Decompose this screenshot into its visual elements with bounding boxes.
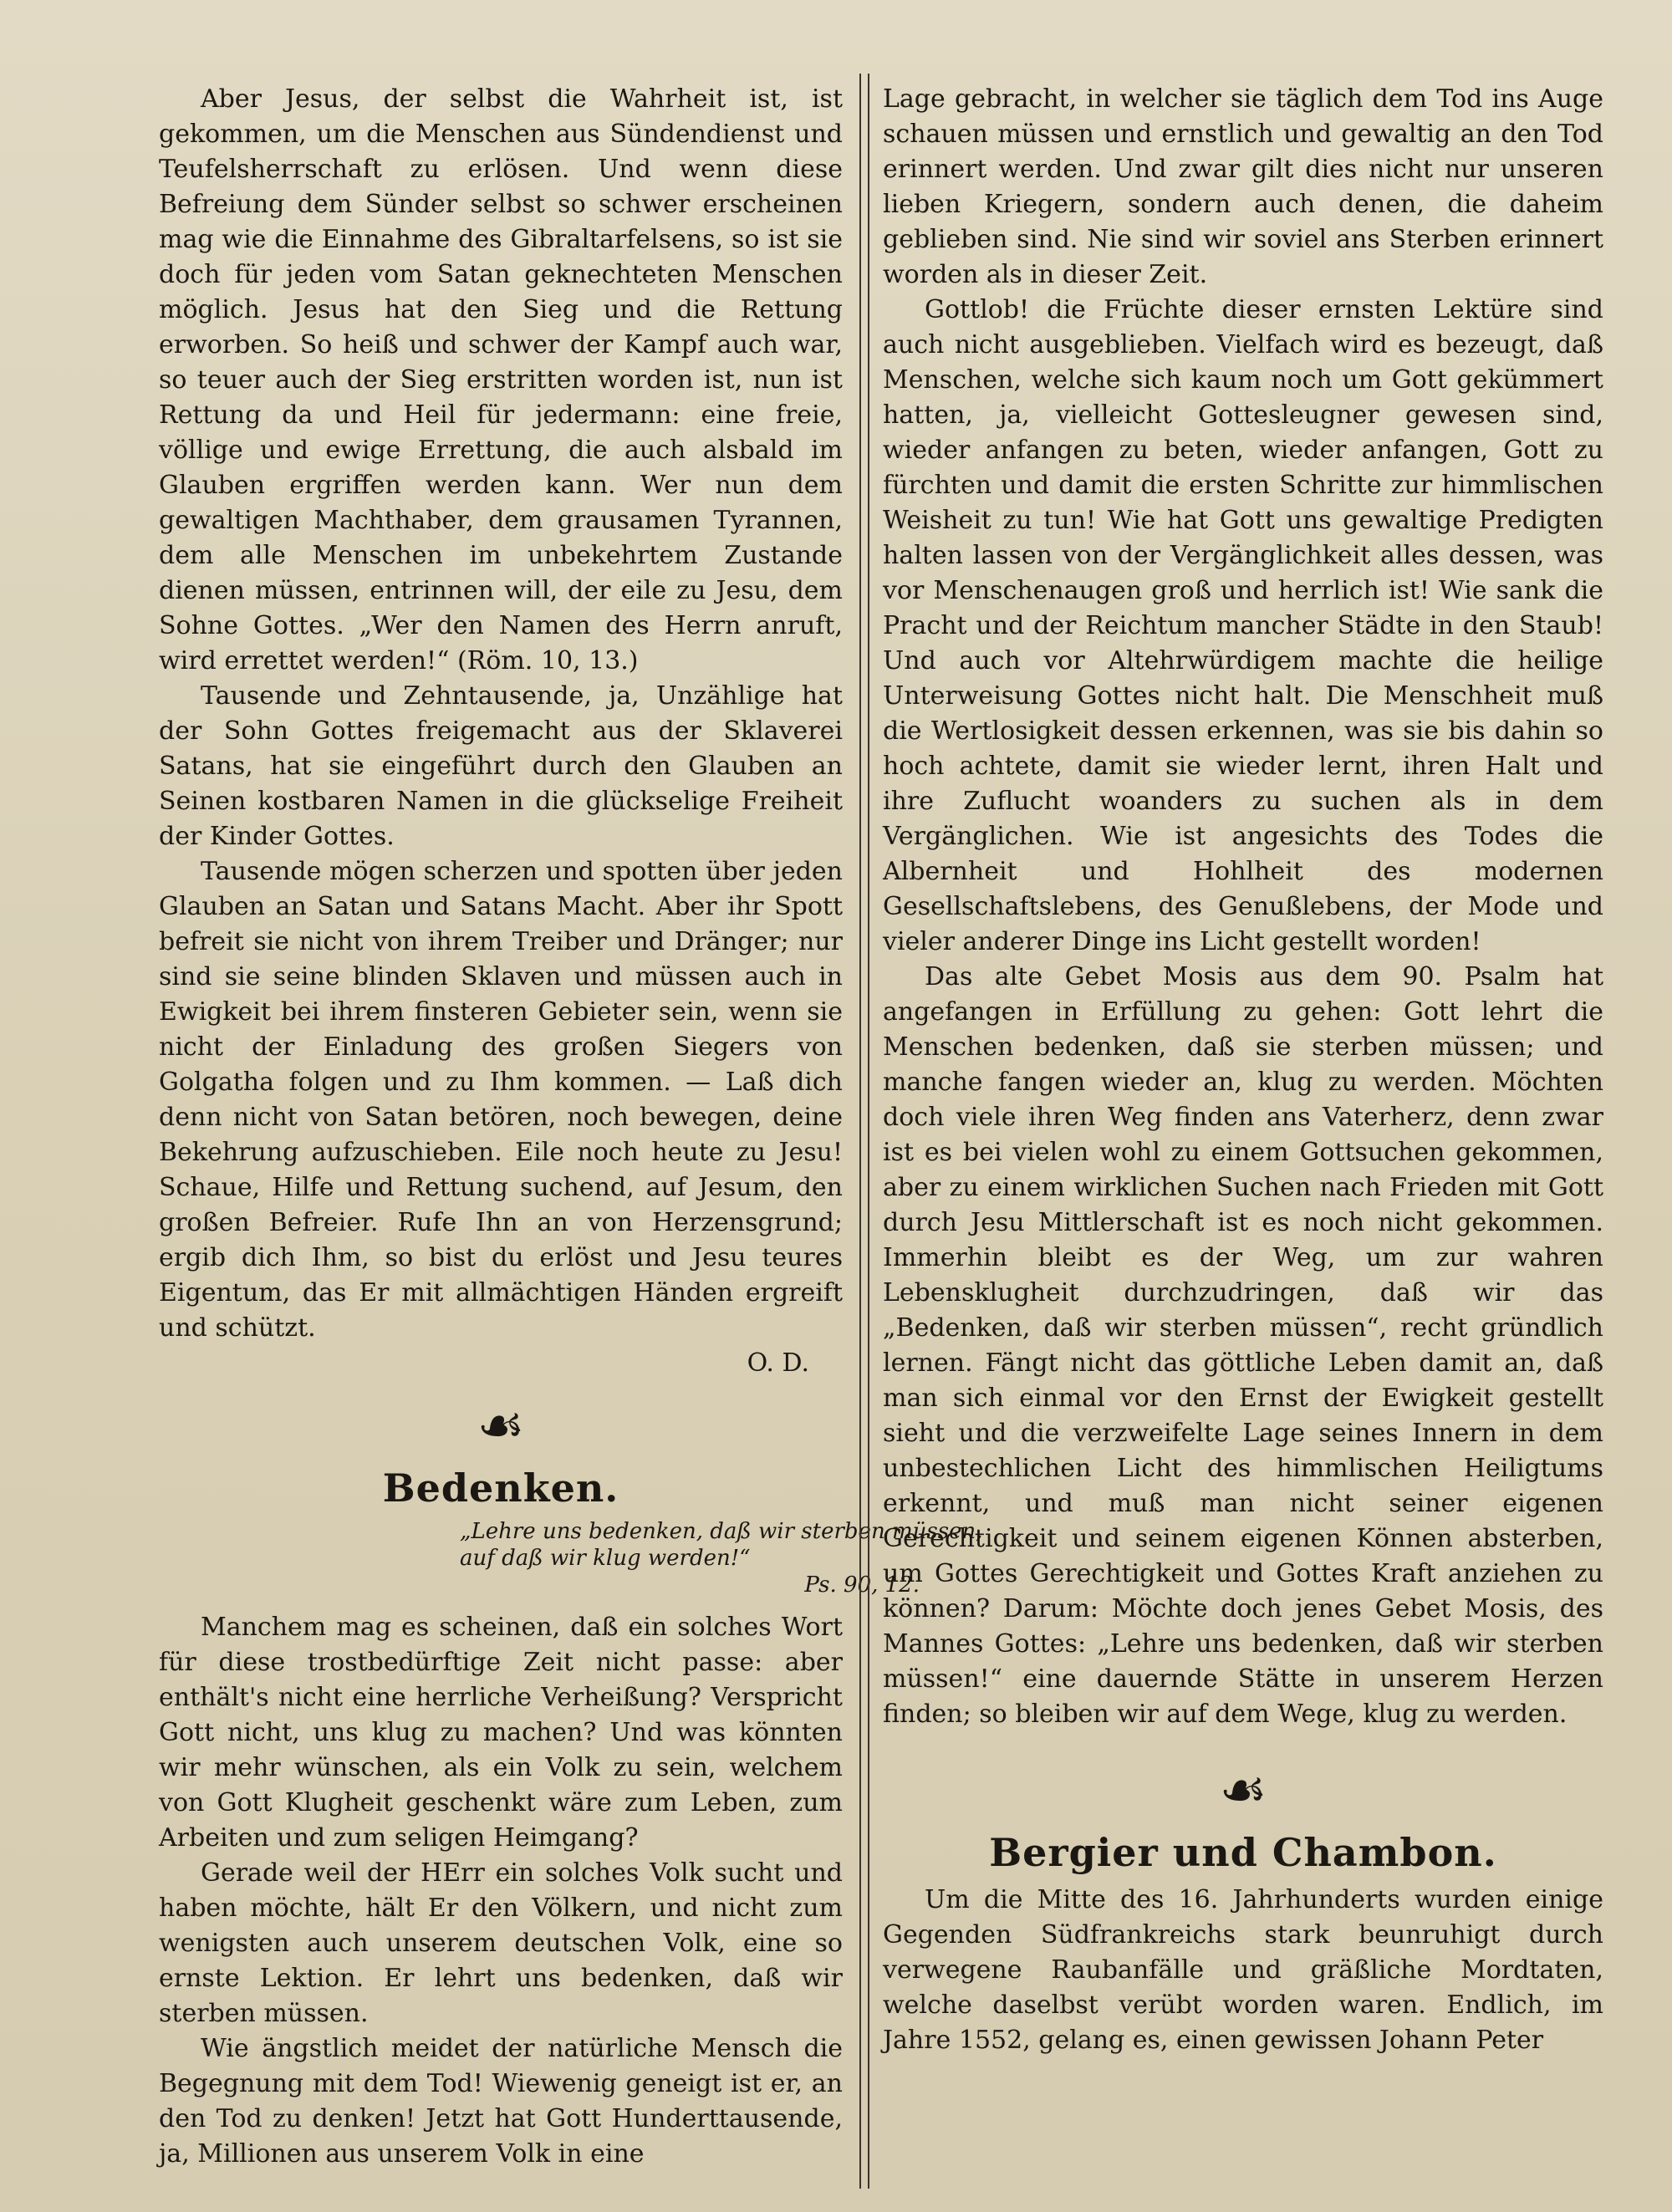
right-column — [883, 82, 1603, 2058]
paragraph: Das alte Gebet Mosis aus dem 90. Psalm hat angefangen in Erfüllung zu gehen: Gott lehrt die Menschen bedenken, daß sie sterben müssen; und manche fangen wieder an, klug zu werden. Möchten doch viele ihren Weg finden ans Vaterherz, denn zwar ist es bei vielen wohl zu einem Gottsuchen gekommen, aber zu einem wirklichen Suchen nach Frieden mit Gott durch Jesu Mittlerschaft ist es noch nicht gekommen. Immerhin bleibt es der Weg, um zur wahren Lebensklugheit durchzudringen, daß wir das „Bedenken, daß wir sterben müssen“, recht gründlich lernen. Fängt nicht das göttliche Leben damit an, daß man sich einmal vor den Ernst der Ewigkeit gestellt sieht und die verzweifelte Lage seines Innern in dem unbestechlichen Licht des himmlischen Heiligtums erkennt, und muß man nicht seiner eigenen Gerechtigkeit und seinem eigenen Können absterben, um Gottes Gerechtigkeit und Gottes Kraft anziehen zu können? Darum: Möchte doch jenes Gebet Mosis, des Mannes Gottes: „Lehre uns bedenken, daß wir sterben müssen!“ eine dauernde Stätte in unserem Herzen finden; so bleiben wir auf dem Wege, klug zu werden. — [883, 962, 1603, 1729]
article-heading-bedenken: Bedenken. — [382, 1465, 619, 1511]
paragraph: Gerade weil der HErr ein solches Volk sucht und haben möchte, hält Er den Völkern, und nicht zum wenigsten auch unserem deutschen Volk, eine so ernste Lektion. Er lehrt uns bedenken, daß wir sterben müssen. — [159, 1858, 843, 2028]
paragraph: Manchem mag es scheinen, daß ein solches Wort für diese trostbedürftige Zeit nicht passe: aber enthält's nicht eine herrliche Verheißung? Verspricht Gott nicht, uns klug zu machen? Und was könnten wir mehr wünschen, als ein Volk zu sein, welchem von Gott Klugheit geschenkt wäre zum Leben, zum Arbeiten und zum seligen Heimgang? — [159, 1613, 843, 1853]
fleuron-ornament-icon: ☙ — [477, 1395, 525, 1457]
paragraph: Tausende mögen scherzen und spotten über jeden Glauben an Satan und Satans Macht. Aber ihr Spott befreit sie nicht von ihrem Treiber und Dränger; nur sind sie seine blinden Sklaven und müssen auch in Ewigkeit bei ihrem finsteren Gebieter sein, wenn sie nicht der Einladung des großen Siegers von Golgatha folgen und zu Ihm kommen. — Laß dich denn nicht von Satan betören, noch bewegen, deine Bekehrung aufzuschieben. Eile noch heute zu Jesu! Schaue, Hilfe und Rettung suchend, auf Jesum, den großen Befreier. Rufe Ihn an von Herzensgrund; ergib dich Ihm, so bist du erlöst und Jesu teures Eigentum, das Er mit allmächtigen Händen ergreift und schützt. — [159, 857, 843, 1343]
paragraph: Lage gebracht, in welcher sie täglich dem Tod ins Auge schauen müssen und ernstlich und gewaltig an den Tod erinnert werden. Und zwar gilt dies nicht nur unseren lieben Kriegern, sondern auch denen, die daheim geblieben sind. Nie sind wir soviel ans Sterben erinnert worden als in dieser Zeit. — [883, 84, 1603, 289]
paragraph: Wie ängstlich meidet der natürliche Mensch die Begegnung mit dem Tod! Wiewenig geneigt ist er, an den Tod zu denken! Jetzt hat Gott Hunderttausende, ja, Millionen aus unserem Volk in eine — [159, 2034, 843, 2169]
left-column — [159, 82, 983, 2172]
motto-reference: Ps. 90, 12. — [804, 1572, 920, 1598]
paragraph: Aber Jesus, der selbst die Wahrheit ist, ist gekommen, um die Menschen aus Sündendienst und Teufelsherrschaft zu erlösen. Und wenn diese Befreiung dem Sünder selbst so schwer erscheinen mag wie die Einnahme des Gibraltarfelsens, so ist sie doch für jeden vom Satan geknechteten Menschen möglich. Jesus hat den Sieg und die Rettung erworben. So heiß und schwer der Kampf auch war, so teuer auch der Sieg erstritten worden ist, nun ist Rettung da und Heil für jedermann: eine freie, völlige und ewige Errettung, die auch alsbald im Glauben ergriffen werden kann. Wer nun dem gewaltigen Machthaber, dem grausamen Tyrannen, dem alle Menschen im unbekehrtem Zustande dienen müssen, entrinnen will, der eile zu Jesu, dem Sohne Gottes. „Wer den Namen des Herrn anruft, wird errettet werden!“ (Röm. 10, 13.) — [159, 84, 843, 675]
fleuron-ornament-icon: ☙ — [1219, 1760, 1267, 1822]
column-divider — [859, 74, 869, 2189]
bible-motto — [159, 1518, 995, 1598]
paragraph: Um die Mitte des 16. Jahrhunderts wurden einige Gegenden Südfrankreichs stark beunruhigt durch verwegene Raubanfälle und gräßliche Mordtaten, welche daselbst verübt worden waren. Endlich, im Jahre 1552, gelang es, einen gewissen Johann Peter — [883, 1885, 1603, 2055]
article-heading-bergier-chambon: Bergier und Chambon. — [989, 1830, 1497, 1875]
motto-quote: „Lehre uns bedenken, daß wir sterben müssen, auf daß wir klug werden!“ — [460, 1519, 983, 1571]
paragraph: Gottlob! die Früchte dieser ernsten Lektüre sind auch nicht ausgeblieben. Vielfach wird es bezeugt, daß Menschen, welche sich kaum noch um Gott gekümmert hatten, ja, vielleicht Gottesleugner gewesen sind, wieder anfangen zu beten, wieder anfangen, Gott zu fürchten und damit die ersten Schritte zur himmlischen Weisheit zu tun! Wie hat Gott uns gewaltige Predigten halten lassen von der Vergänglichkeit alles dessen, was vor Menschenaugen groß und herrlich ist! Wie sank die Pracht und der Reichtum mancher Städte in den Staub! Und auch vor Altehrwürdigem machte die heilige Unterweisung Gottes nicht halt. Die Menschheit muß die Wertlosigkeit dessen erkennen, was sie bis dahin so hoch achtete, damit sie wieder lernt, ihren Halt und ihre Zuflucht woanders zu suchen als in dem Vergänglichen. Wie ist angesichts des Todes die Albernheit und Hohlheit des modernen Gesellschaftslebens, des Genußlebens, der Mode und vieler anderer Dinge ins Licht gestellt worden! — [883, 295, 1603, 956]
author-signature: O. D. — [747, 1348, 809, 1378]
paragraph: Tausende und Zehntausende, ja, Unzählige hat der Sohn Gottes freigemacht aus der Sklaverei Satans, hat sie eingeführt durch den Glauben an Seinen kostbaren Namen in die glückselige Freiheit der Kinder Gottes. — [159, 681, 843, 851]
